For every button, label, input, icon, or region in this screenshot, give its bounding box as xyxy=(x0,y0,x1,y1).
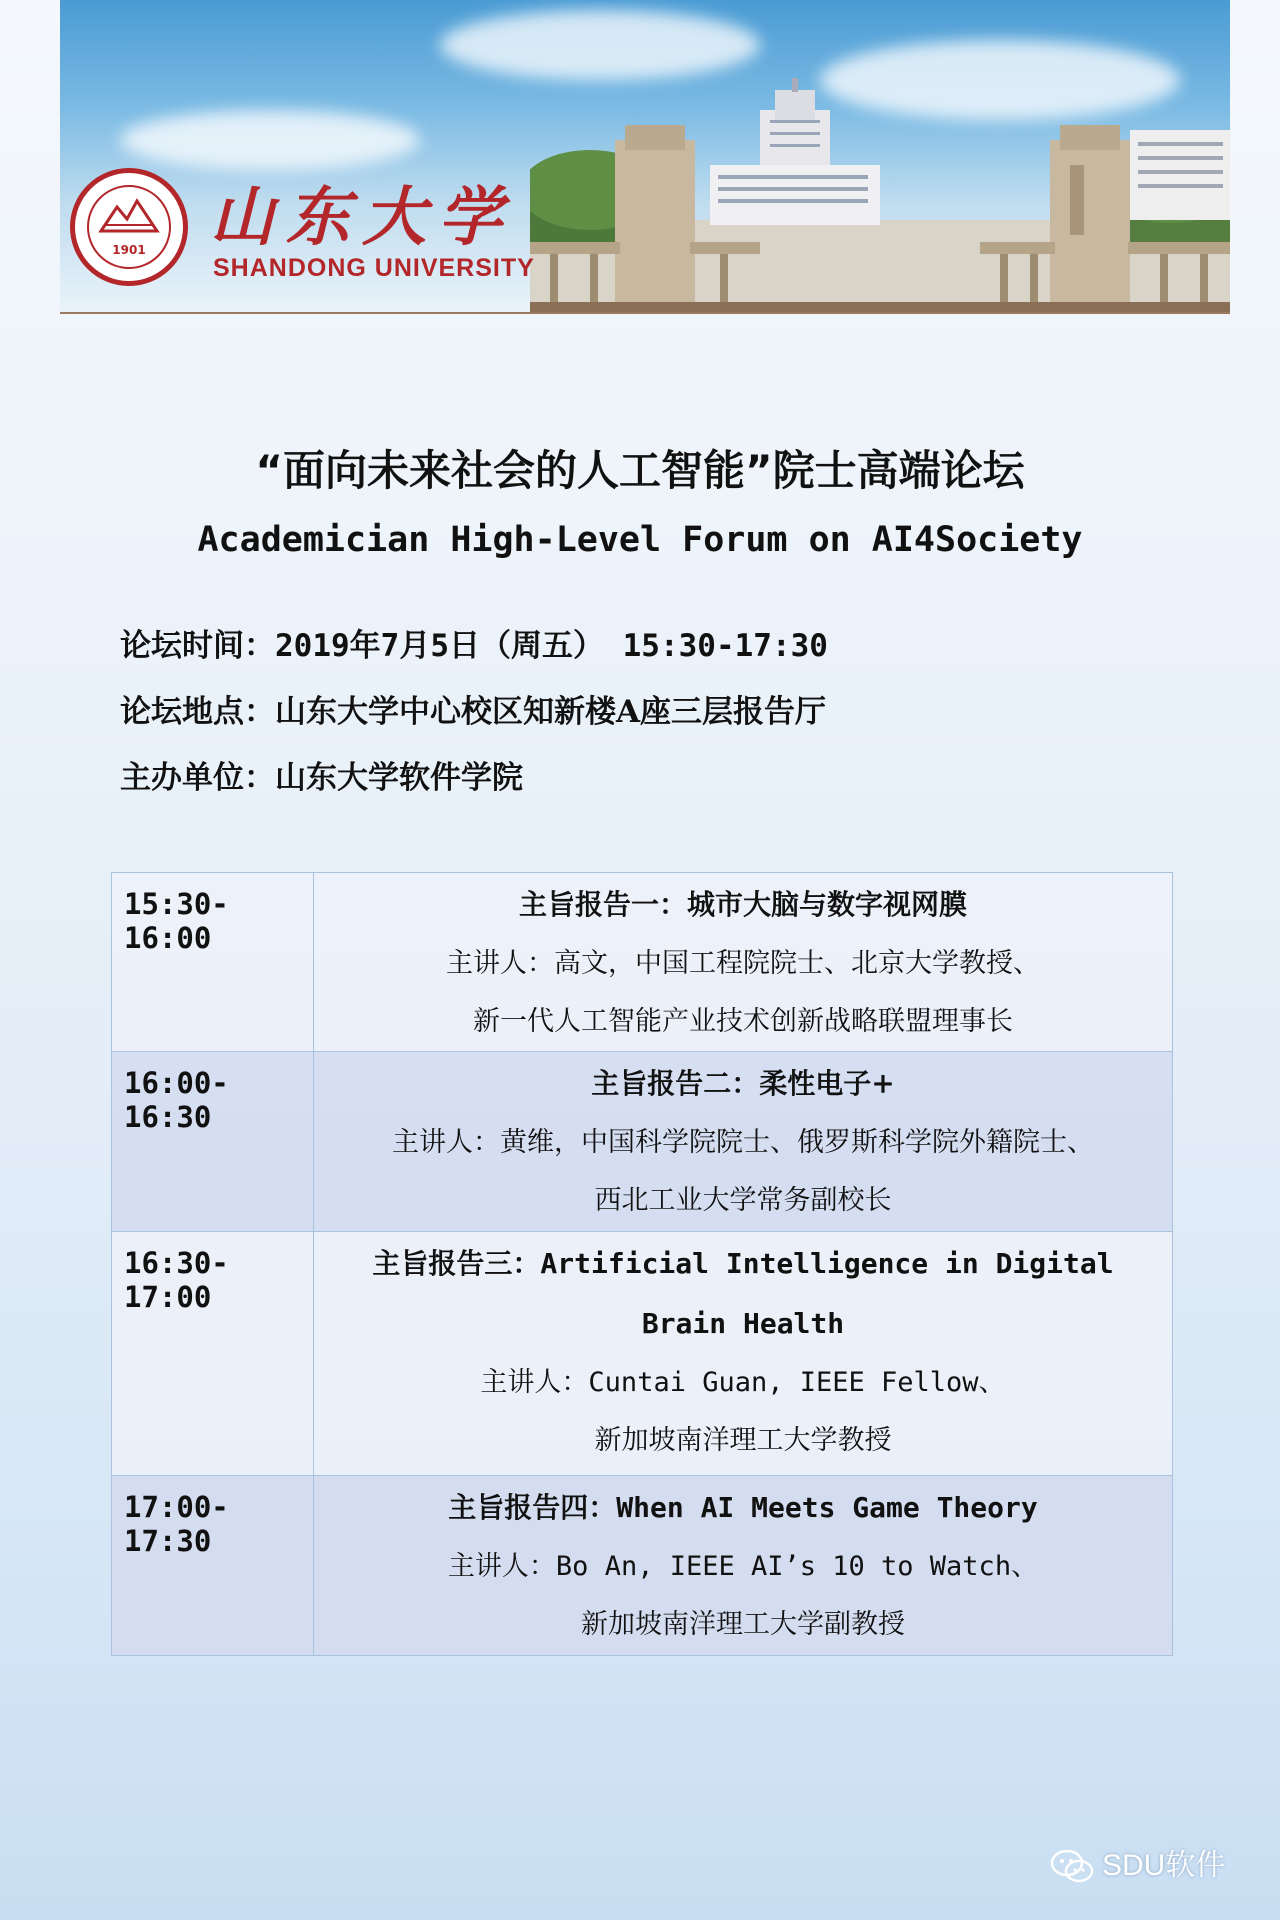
talk-details xyxy=(314,1232,1173,1476)
forum-place-value: 山东大学中心校区知新楼A座三层报告厅 xyxy=(275,694,827,730)
talk-title-prefix: 主旨报告四： xyxy=(448,1491,617,1524)
forum-host-label: 主办单位： xyxy=(120,760,275,796)
seal-year: 1901 xyxy=(112,243,146,257)
mountain-icon xyxy=(97,195,161,235)
forum-time xyxy=(120,620,828,665)
talk-speaker-prefix: 主讲人： xyxy=(480,1367,589,1398)
talk-speaker xyxy=(314,1354,1172,1412)
schedule-table xyxy=(111,872,1173,1656)
forum-title-cn: “面向未来社会的人工智能”院士高端论坛 xyxy=(255,446,1025,495)
talk-title xyxy=(314,1476,1172,1538)
talk-time: 16:30-17:00 xyxy=(112,1232,314,1476)
forum-place xyxy=(120,686,826,731)
talk-title-en: When AI Meets Game Theory xyxy=(616,1491,1038,1524)
forum-place-label: 论坛地点： xyxy=(120,694,275,730)
talk-title xyxy=(314,1232,1172,1294)
table-row xyxy=(112,1052,1173,1232)
watermark-text: SDU软件 xyxy=(1102,1849,1226,1882)
talk-title: 主旨报告一：城市大脑与数字视网膜 xyxy=(518,888,967,921)
talk-title-prefix: 主旨报告三： xyxy=(372,1247,541,1280)
university-cn-name: 山东大学 xyxy=(210,180,514,255)
talk-speaker-affiliation: 新加坡南洋理工大学副教授 xyxy=(581,1609,905,1640)
talk-time: 15:30-16:00 xyxy=(112,873,314,1052)
talk-speaker-en: Cuntai Guan, IEEE Fellow、 xyxy=(588,1367,1006,1398)
talk-speaker: 主讲人：高文，中国工程院院士、北京大学教授、 xyxy=(446,948,1040,979)
wechat-icon xyxy=(1050,1849,1094,1885)
university-en-name: SHANDONG UNIVERSITY xyxy=(213,254,535,282)
forum-title-en: Academician High-Level Forum on AI4Society xyxy=(197,520,1083,560)
university-seal-logo xyxy=(70,168,188,286)
table-row xyxy=(112,1232,1173,1476)
forum-host-value: 山东大学软件学院 xyxy=(275,760,523,796)
campus-gate-illustration xyxy=(530,70,1230,312)
forum-host xyxy=(120,752,523,797)
talk-details xyxy=(314,1052,1173,1232)
talk-time: 16:00-16:30 xyxy=(112,1052,314,1232)
talk-title-en-continued: Brain Health xyxy=(641,1307,845,1340)
talk-title-en: Artificial Intelligence in Digital xyxy=(540,1247,1114,1280)
table-row xyxy=(112,1476,1173,1656)
talk-time: 17:00-17:30 xyxy=(112,1476,314,1656)
header-banner xyxy=(60,0,1230,314)
forum-time-value: 2019年7月5日（周五） 15:30-17:30 xyxy=(275,628,828,664)
talk-details xyxy=(314,1476,1173,1656)
talk-speaker xyxy=(314,1538,1172,1596)
talk-title: 主旨报告二：柔性电子+ xyxy=(591,1067,895,1100)
table-row xyxy=(112,873,1173,1052)
talk-speaker-affiliation: 新一代人工智能产业技术创新战略联盟理事长 xyxy=(473,1006,1013,1037)
talk-speaker-affiliation: 西北工业大学常务副校长 xyxy=(594,1185,892,1216)
forum-time-label: 论坛时间： xyxy=(120,628,275,664)
talk-speaker-en: Bo An, IEEE AI’s 10 to Watch、 xyxy=(555,1551,1039,1582)
talk-details xyxy=(314,873,1173,1052)
talk-speaker-affiliation: 新加坡南洋理工大学教授 xyxy=(594,1425,892,1456)
talk-speaker: 主讲人：黄维，中国科学院院士、俄罗斯科学院外籍院士、 xyxy=(392,1127,1094,1158)
talk-speaker-prefix: 主讲人： xyxy=(447,1551,556,1582)
wechat-watermark xyxy=(1050,1840,1225,1885)
